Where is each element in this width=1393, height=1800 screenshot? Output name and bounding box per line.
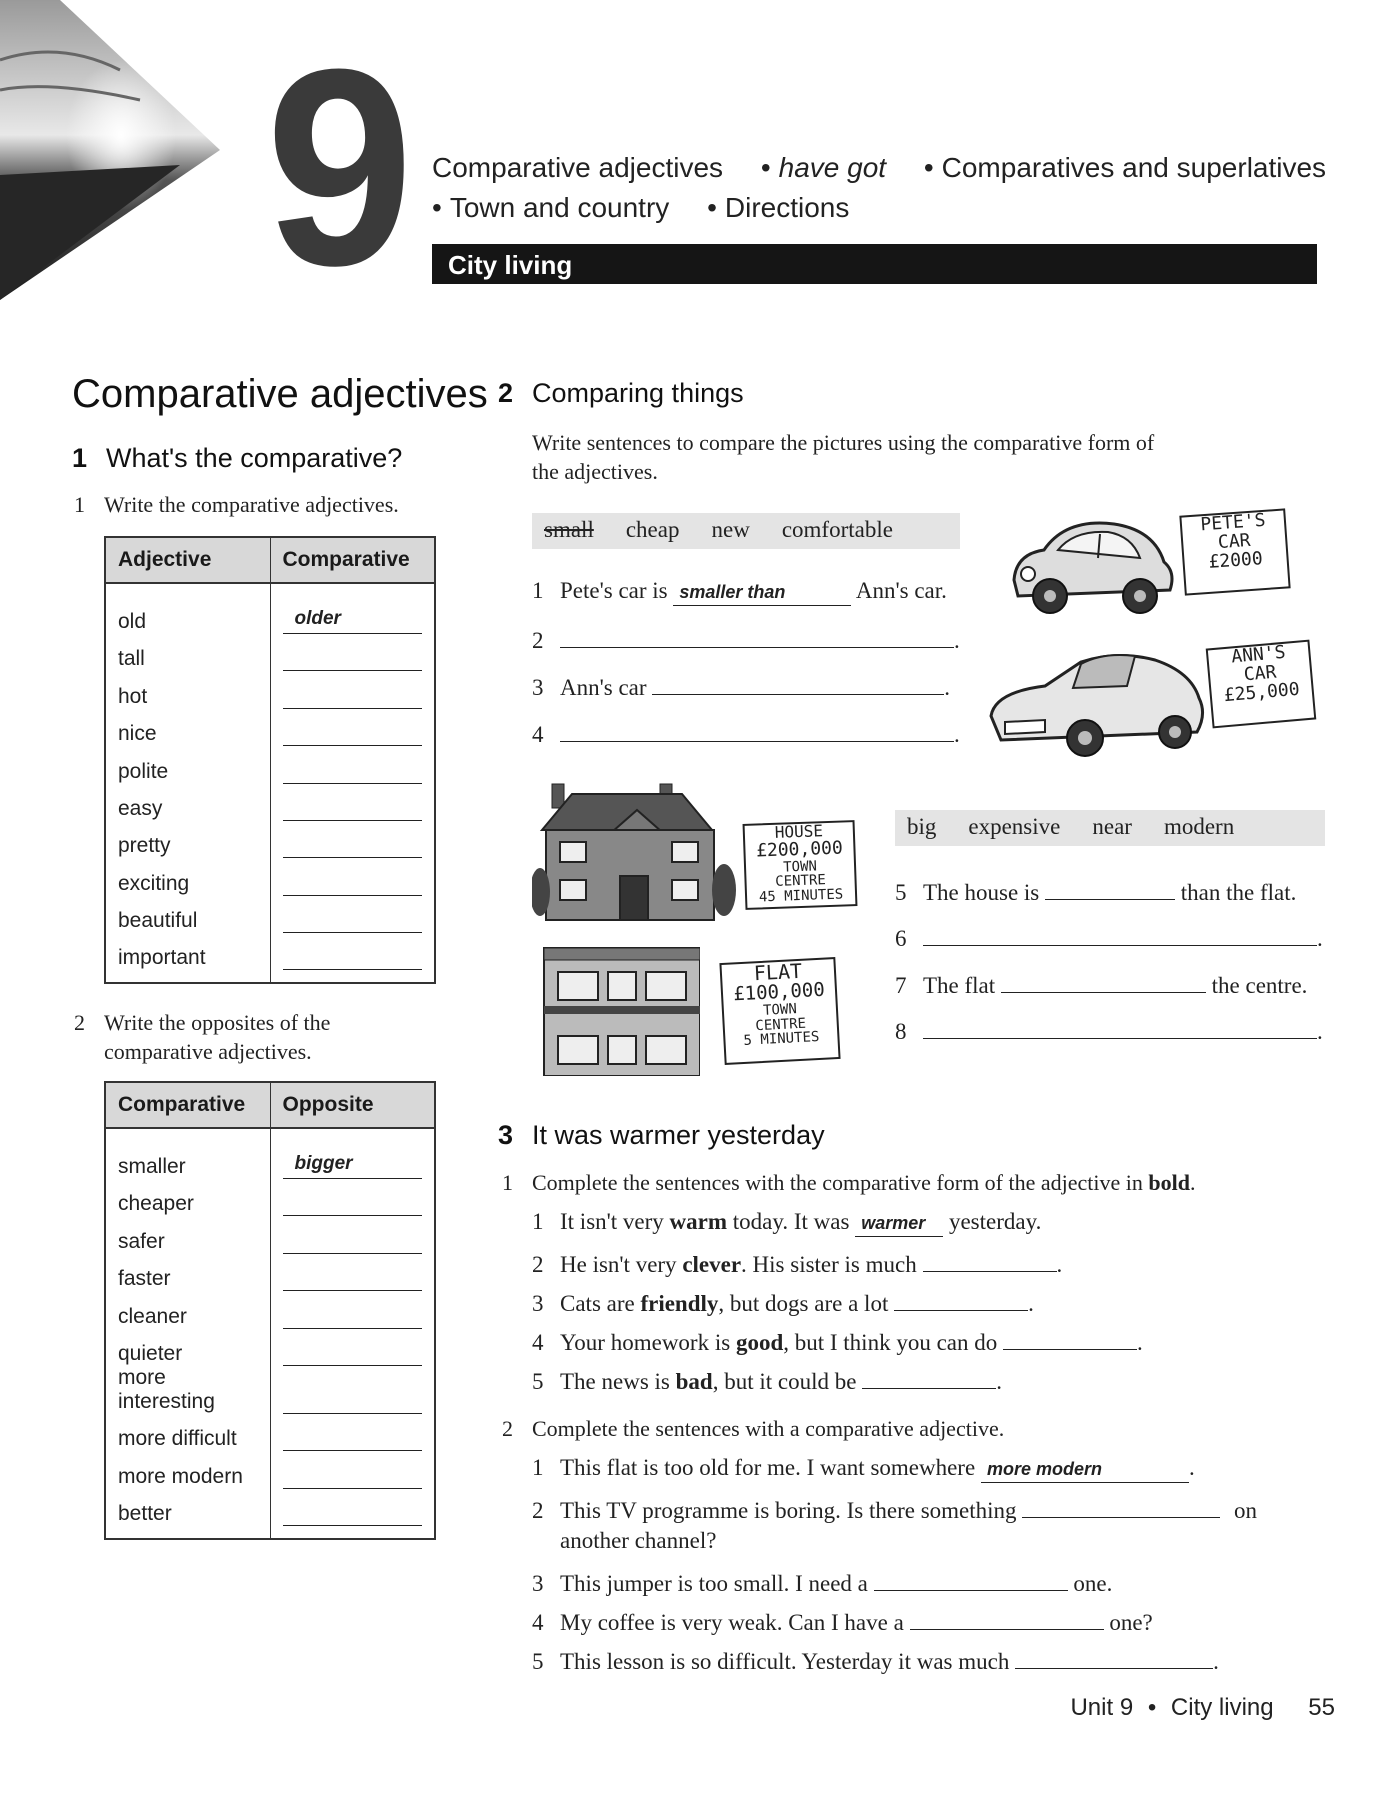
sign-text: HOUSE bbox=[774, 821, 824, 842]
word-cell: hot bbox=[105, 671, 270, 708]
table-row bbox=[105, 784, 435, 821]
table-row bbox=[105, 634, 435, 671]
word-box-b bbox=[895, 810, 1325, 846]
answer-blank[interactable] bbox=[283, 1228, 423, 1254]
answer-cell bbox=[270, 583, 435, 634]
exercise-title: What's the comparative? bbox=[106, 443, 403, 473]
word: small bbox=[544, 517, 594, 542]
exercise-number: 2 bbox=[498, 378, 514, 408]
item-number: 8 bbox=[895, 1019, 907, 1044]
sentence-part: . bbox=[1028, 1291, 1034, 1316]
sign-text: ANN'S bbox=[1230, 641, 1287, 668]
sentence-part: . His sister is much bbox=[741, 1252, 917, 1277]
ex3-2-item-2 bbox=[532, 1494, 1257, 1524]
sentence-part: The news is bbox=[560, 1369, 670, 1394]
word-cell: beautiful bbox=[105, 896, 270, 933]
answer-cell bbox=[270, 1329, 435, 1366]
sign-text: TOWN bbox=[762, 1001, 798, 1019]
item-number: 2 bbox=[532, 628, 544, 653]
ex2-sentence-1 bbox=[532, 578, 947, 606]
word-cell: pretty bbox=[105, 821, 270, 858]
sentence-part: . bbox=[1213, 1649, 1219, 1674]
answer-blank[interactable] bbox=[923, 1015, 1317, 1039]
answer-blank[interactable] bbox=[283, 870, 423, 896]
topic-comparatives-superlatives: Comparatives and superlatives bbox=[941, 152, 1327, 183]
part-number: 2 bbox=[74, 1010, 85, 1035]
sentence-part: , but dogs are a lot bbox=[718, 1291, 889, 1316]
answer-blank[interactable] bbox=[283, 832, 423, 858]
table-row bbox=[105, 1216, 435, 1253]
exercise-3-heading bbox=[498, 1120, 825, 1151]
sentence-part: , but it could be bbox=[712, 1369, 857, 1394]
exercise-title: It was warmer yesterday bbox=[532, 1120, 825, 1150]
word-cell: more modern bbox=[105, 1451, 270, 1488]
table-row bbox=[105, 709, 435, 746]
item-number: 5 bbox=[532, 1649, 544, 1674]
table-row bbox=[105, 821, 435, 858]
instruction-text: Complete the sentences with a comparative adjective. bbox=[532, 1416, 1005, 1441]
topic-directions: Directions bbox=[724, 192, 850, 223]
answer-blank[interactable] bbox=[283, 1500, 423, 1526]
table-row bbox=[105, 746, 435, 783]
item-number: 4 bbox=[532, 1610, 544, 1635]
item-number: 6 bbox=[895, 926, 907, 951]
sentence-start: Ann's car bbox=[560, 675, 647, 700]
bullet: • bbox=[760, 152, 771, 183]
word-cell: tall bbox=[105, 634, 270, 671]
sentence-end: . bbox=[954, 722, 960, 747]
word-cell: faster bbox=[105, 1254, 270, 1291]
sports-car-illustration bbox=[985, 636, 1211, 764]
topic-have-got: have got bbox=[778, 152, 887, 183]
ex2-instruction bbox=[532, 428, 1154, 486]
answer-cell bbox=[270, 858, 435, 895]
ex2-sentence-2 bbox=[532, 624, 960, 654]
sentence-part: It isn't very bbox=[560, 1209, 664, 1234]
answer-blank[interactable] bbox=[923, 1248, 1057, 1272]
answer-blank[interactable] bbox=[283, 1190, 423, 1216]
table-row bbox=[105, 1414, 435, 1451]
answer-blank[interactable] bbox=[283, 1463, 423, 1489]
table-row bbox=[105, 1254, 435, 1291]
word: near bbox=[1092, 814, 1132, 839]
item-number: 5 bbox=[895, 880, 907, 905]
instruction-line2: the adjectives. bbox=[532, 459, 658, 484]
answer-blank[interactable] bbox=[283, 795, 423, 821]
item-number: 4 bbox=[532, 722, 544, 747]
answer-cell bbox=[270, 634, 435, 671]
bullet: • bbox=[432, 192, 442, 223]
word-cell: important bbox=[105, 933, 270, 983]
sign-text: £25,000 bbox=[1223, 678, 1301, 707]
answer-cell bbox=[270, 1414, 435, 1451]
sentence-start: The flat bbox=[923, 973, 996, 998]
sentence-end: than the flat. bbox=[1180, 880, 1297, 905]
item-number: 2 bbox=[532, 1252, 544, 1277]
unit-title-bar bbox=[432, 244, 1317, 284]
table-row bbox=[105, 671, 435, 708]
sign-text: £2000 bbox=[1207, 547, 1264, 573]
table-row bbox=[105, 1329, 435, 1366]
item-number: 5 bbox=[532, 1369, 544, 1394]
table-row bbox=[105, 1451, 435, 1488]
ex3-1-item-4 bbox=[532, 1326, 1143, 1356]
answer-blank[interactable] bbox=[283, 1303, 423, 1329]
sign-house bbox=[743, 820, 858, 910]
sign-petes-car bbox=[1179, 508, 1290, 595]
answer-cell bbox=[270, 1128, 435, 1179]
answer-blank[interactable]: smaller than bbox=[673, 582, 851, 606]
answer-cell bbox=[270, 671, 435, 708]
word: comfortable bbox=[781, 517, 893, 542]
exercise-number: 1 bbox=[72, 443, 88, 473]
sentence-part: another channel? bbox=[560, 1528, 717, 1553]
bullet: • bbox=[923, 152, 934, 183]
exercise-number: 3 bbox=[498, 1120, 514, 1150]
sentence-part: one. bbox=[1073, 1571, 1113, 1596]
answer-cell bbox=[270, 933, 435, 983]
topic-comparative-adjectives: Comparative adjectives bbox=[432, 152, 724, 183]
column-header: Opposite bbox=[270, 1082, 435, 1128]
answer-blank[interactable] bbox=[560, 718, 954, 742]
answer-blank[interactable]: older bbox=[283, 608, 423, 634]
comparative-table bbox=[104, 536, 436, 984]
item-number: 4 bbox=[532, 1330, 544, 1355]
table-row bbox=[105, 1179, 435, 1216]
bold-adjective: clever bbox=[682, 1252, 742, 1277]
answer-cell bbox=[270, 896, 435, 933]
topic-town-country: Town and country bbox=[449, 192, 670, 223]
answer-blank[interactable] bbox=[283, 645, 423, 671]
word: expensive bbox=[968, 814, 1061, 839]
answer-cell bbox=[270, 1291, 435, 1328]
answer-cell bbox=[270, 1216, 435, 1253]
answer-blank[interactable] bbox=[1022, 1494, 1220, 1518]
unit-number: 9 bbox=[265, 12, 405, 324]
sign-text: CENTRE bbox=[775, 872, 827, 891]
word-cell: old bbox=[105, 583, 270, 634]
ex3-1-item-1 bbox=[532, 1209, 1041, 1237]
sentence-part: He isn't very bbox=[560, 1252, 677, 1277]
answer-cell bbox=[270, 746, 435, 783]
column-header: Adjective bbox=[105, 537, 270, 583]
ex2-sentence-5 bbox=[895, 876, 1296, 906]
sentence-end: . bbox=[944, 675, 951, 700]
sentence-end: . bbox=[1317, 926, 1323, 951]
sign-text: £200,000 bbox=[755, 837, 844, 862]
answer-blank[interactable] bbox=[560, 624, 954, 648]
ex3-2-item-2-cont bbox=[560, 1528, 716, 1554]
sign-flat bbox=[719, 957, 840, 1065]
table-row bbox=[105, 1128, 435, 1179]
sentence-end: the centre. bbox=[1211, 973, 1308, 998]
sentence-part: . bbox=[1188, 1455, 1195, 1480]
ex1-part2-instruction bbox=[74, 1008, 331, 1066]
answer-cell bbox=[270, 1179, 435, 1216]
instruction-text-line2: comparative adjectives. bbox=[104, 1039, 312, 1064]
answer-cell bbox=[270, 1489, 435, 1539]
bold-adjective: warm bbox=[669, 1209, 728, 1234]
answer-blank[interactable] bbox=[862, 1365, 996, 1389]
answer-blank[interactable] bbox=[923, 922, 1317, 946]
sign-anns-car bbox=[1206, 640, 1317, 729]
answer-cell bbox=[270, 1451, 435, 1488]
ex2-sentence-8 bbox=[895, 1015, 1323, 1045]
sentence-part: one? bbox=[1109, 1610, 1153, 1635]
answer-cell bbox=[270, 1366, 435, 1414]
column-header: Comparative bbox=[270, 537, 435, 583]
part-number: 1 bbox=[74, 492, 85, 517]
ex2-sentence-6 bbox=[895, 922, 1323, 952]
ex3-2-item-1 bbox=[532, 1455, 1195, 1483]
answer-blank[interactable] bbox=[874, 1567, 1068, 1591]
bold-adjective: friendly bbox=[640, 1291, 719, 1316]
exercise-2-heading bbox=[498, 378, 744, 409]
word-cell: smaller bbox=[105, 1128, 270, 1179]
sentence-part: , but I think you can do bbox=[783, 1330, 998, 1355]
word-cell: easy bbox=[105, 784, 270, 821]
answer-blank[interactable] bbox=[283, 758, 423, 784]
unit-title: City living bbox=[448, 250, 573, 280]
answer-blank[interactable] bbox=[283, 1340, 423, 1366]
sentence-part: This lesson is so difficult. Yesterday it was much bbox=[560, 1649, 1010, 1674]
answer-blank[interactable] bbox=[1003, 1326, 1137, 1350]
sentence-part: Your homework is bbox=[560, 1330, 731, 1355]
item-number: 7 bbox=[895, 973, 907, 998]
sign-text: CENTRE bbox=[755, 1015, 807, 1034]
sign-text: CAR bbox=[1217, 529, 1252, 554]
word-cell: quieter bbox=[105, 1329, 270, 1366]
item-number: 1 bbox=[532, 1455, 544, 1480]
ex2-sentence-7 bbox=[895, 969, 1307, 999]
word-box-a bbox=[532, 513, 960, 549]
sign-text: £100,000 bbox=[732, 978, 826, 1006]
instruction-text: Complete the sentences with the comparative form of the adjective in bbox=[532, 1170, 1143, 1195]
footer-bullet: • bbox=[1147, 1694, 1157, 1721]
sentence-part: yesterday. bbox=[948, 1209, 1042, 1234]
instruction-text-line1: Write the opposites of the bbox=[104, 1010, 331, 1035]
sentence-end: . bbox=[954, 628, 960, 653]
sign-text: 45 MINUTES bbox=[758, 886, 844, 906]
answer-blank[interactable] bbox=[283, 1265, 423, 1291]
word: new bbox=[711, 517, 750, 542]
ex3-1-item-2 bbox=[532, 1248, 1062, 1278]
answer-blank[interactable] bbox=[652, 671, 944, 695]
sentence-part: . bbox=[1136, 1330, 1143, 1355]
footer-title: City living bbox=[1170, 1694, 1274, 1721]
bold-adjective: good bbox=[735, 1330, 784, 1355]
answer-blank[interactable] bbox=[894, 1287, 1028, 1311]
part-number: 2 bbox=[502, 1416, 513, 1441]
bullet: • bbox=[707, 192, 717, 223]
sentence-part: on bbox=[1234, 1498, 1258, 1523]
ex2-sentence-4 bbox=[532, 718, 960, 748]
opposite-table bbox=[104, 1081, 436, 1540]
item-number: 3 bbox=[532, 1291, 544, 1316]
word-cell: cleaner bbox=[105, 1291, 270, 1328]
sentence-part: This TV programme is boring. Is there something bbox=[560, 1498, 1017, 1523]
column-header: Comparative bbox=[105, 1082, 270, 1128]
ex3-1-item-3 bbox=[532, 1287, 1034, 1317]
instruction-end: . bbox=[1190, 1170, 1196, 1195]
item-number: 1 bbox=[532, 1209, 544, 1234]
answer-blank[interactable] bbox=[1015, 1645, 1213, 1669]
answer-blank[interactable] bbox=[283, 944, 423, 970]
flat-illustration bbox=[540, 944, 700, 1076]
sentence-end: . bbox=[1317, 1019, 1323, 1044]
answer-cell bbox=[270, 1254, 435, 1291]
exercise-1-heading bbox=[72, 443, 402, 474]
sentence-part: today. It was bbox=[732, 1209, 850, 1234]
sentence-part: This jumper is too small. I need a bbox=[560, 1571, 868, 1596]
sentence-part: Cats are bbox=[560, 1291, 635, 1316]
table-row bbox=[105, 933, 435, 983]
ex1-part1-instruction bbox=[74, 490, 399, 519]
house-illustration bbox=[532, 772, 738, 924]
answer-cell bbox=[270, 709, 435, 746]
instruction-text: Write the comparative adjectives. bbox=[104, 492, 399, 517]
word-cell: more difficult bbox=[105, 1414, 270, 1451]
word-cell: polite bbox=[105, 746, 270, 783]
sign-text: PETE'S bbox=[1199, 509, 1267, 536]
answer-blank[interactable] bbox=[283, 1388, 423, 1414]
item-number: 1 bbox=[532, 578, 544, 603]
sentence-start: Pete's car is bbox=[560, 578, 668, 603]
ex3-2-item-4 bbox=[532, 1606, 1153, 1636]
word: big bbox=[907, 814, 937, 839]
sentence-part: My coffee is very weak. Can I have a bbox=[560, 1610, 904, 1635]
sentence-start: The house is bbox=[923, 880, 1040, 905]
answer-cell bbox=[270, 784, 435, 821]
sign-text: TOWN bbox=[782, 858, 818, 876]
instruction-bold: bold bbox=[1148, 1170, 1190, 1195]
answer-cell bbox=[270, 821, 435, 858]
answer-blank[interactable] bbox=[1001, 969, 1206, 993]
sign-text: CAR bbox=[1242, 661, 1278, 686]
word-cell: more interesting bbox=[105, 1366, 270, 1414]
sentence-part: . bbox=[1056, 1252, 1063, 1277]
table-row bbox=[105, 1366, 435, 1414]
answer-blank[interactable] bbox=[283, 683, 423, 709]
section-heading: Comparative adjectives bbox=[72, 372, 488, 416]
answer-blank[interactable]: bigger bbox=[283, 1153, 423, 1179]
topics-row-2 bbox=[432, 192, 879, 224]
word: modern bbox=[1163, 814, 1235, 839]
table-row bbox=[105, 583, 435, 634]
footer-unit: Unit 9 bbox=[1070, 1694, 1134, 1721]
answer-blank[interactable]: more modern bbox=[981, 1459, 1189, 1483]
word-cell: better bbox=[105, 1489, 270, 1539]
item-number: 3 bbox=[532, 1571, 544, 1596]
topics-row-1 bbox=[432, 152, 1356, 184]
item-number: 3 bbox=[532, 675, 544, 700]
old-car-illustration bbox=[1004, 510, 1180, 620]
table-row bbox=[105, 1489, 435, 1539]
sentence-part: This flat is too old for me. I want somewhere bbox=[560, 1455, 976, 1480]
landscape-photo bbox=[0, 0, 230, 300]
answer-blank[interactable] bbox=[1045, 876, 1175, 900]
instruction-line1: Write sentences to compare the pictures using the comparative form of bbox=[532, 430, 1155, 455]
sentence-end: Ann's car. bbox=[855, 578, 947, 603]
answer-blank[interactable] bbox=[283, 1425, 423, 1451]
ex3-part1-instruction bbox=[502, 1168, 1196, 1197]
ex3-2-item-3 bbox=[532, 1567, 1112, 1597]
page-number: 55 bbox=[1308, 1694, 1335, 1721]
answer-blank[interactable]: warmer bbox=[855, 1213, 943, 1237]
ex3-part2-instruction bbox=[502, 1414, 1005, 1443]
table-row bbox=[105, 858, 435, 895]
sentence-part: . bbox=[996, 1369, 1002, 1394]
ex3-2-item-5 bbox=[532, 1645, 1219, 1675]
word-cell: exciting bbox=[105, 858, 270, 895]
exercise-title: Comparing things bbox=[532, 378, 744, 408]
page-footer bbox=[1062, 1694, 1335, 1722]
table-row bbox=[105, 1291, 435, 1328]
answer-blank[interactable] bbox=[910, 1606, 1104, 1630]
word-cell: nice bbox=[105, 709, 270, 746]
sign-text: FLAT bbox=[753, 958, 803, 986]
word-cell: cheaper bbox=[105, 1179, 270, 1216]
answer-blank[interactable] bbox=[283, 907, 423, 933]
item-number: 2 bbox=[532, 1498, 544, 1523]
sign-text: 5 MINUTES bbox=[743, 1029, 820, 1050]
word: cheap bbox=[625, 517, 680, 542]
part-number: 1 bbox=[502, 1170, 513, 1195]
word-cell: safer bbox=[105, 1216, 270, 1253]
bold-adjective: bad bbox=[675, 1369, 713, 1394]
ex2-sentence-3 bbox=[532, 671, 950, 701]
table-row bbox=[105, 896, 435, 933]
ex3-1-item-5 bbox=[532, 1365, 1002, 1395]
answer-blank[interactable] bbox=[283, 720, 423, 746]
